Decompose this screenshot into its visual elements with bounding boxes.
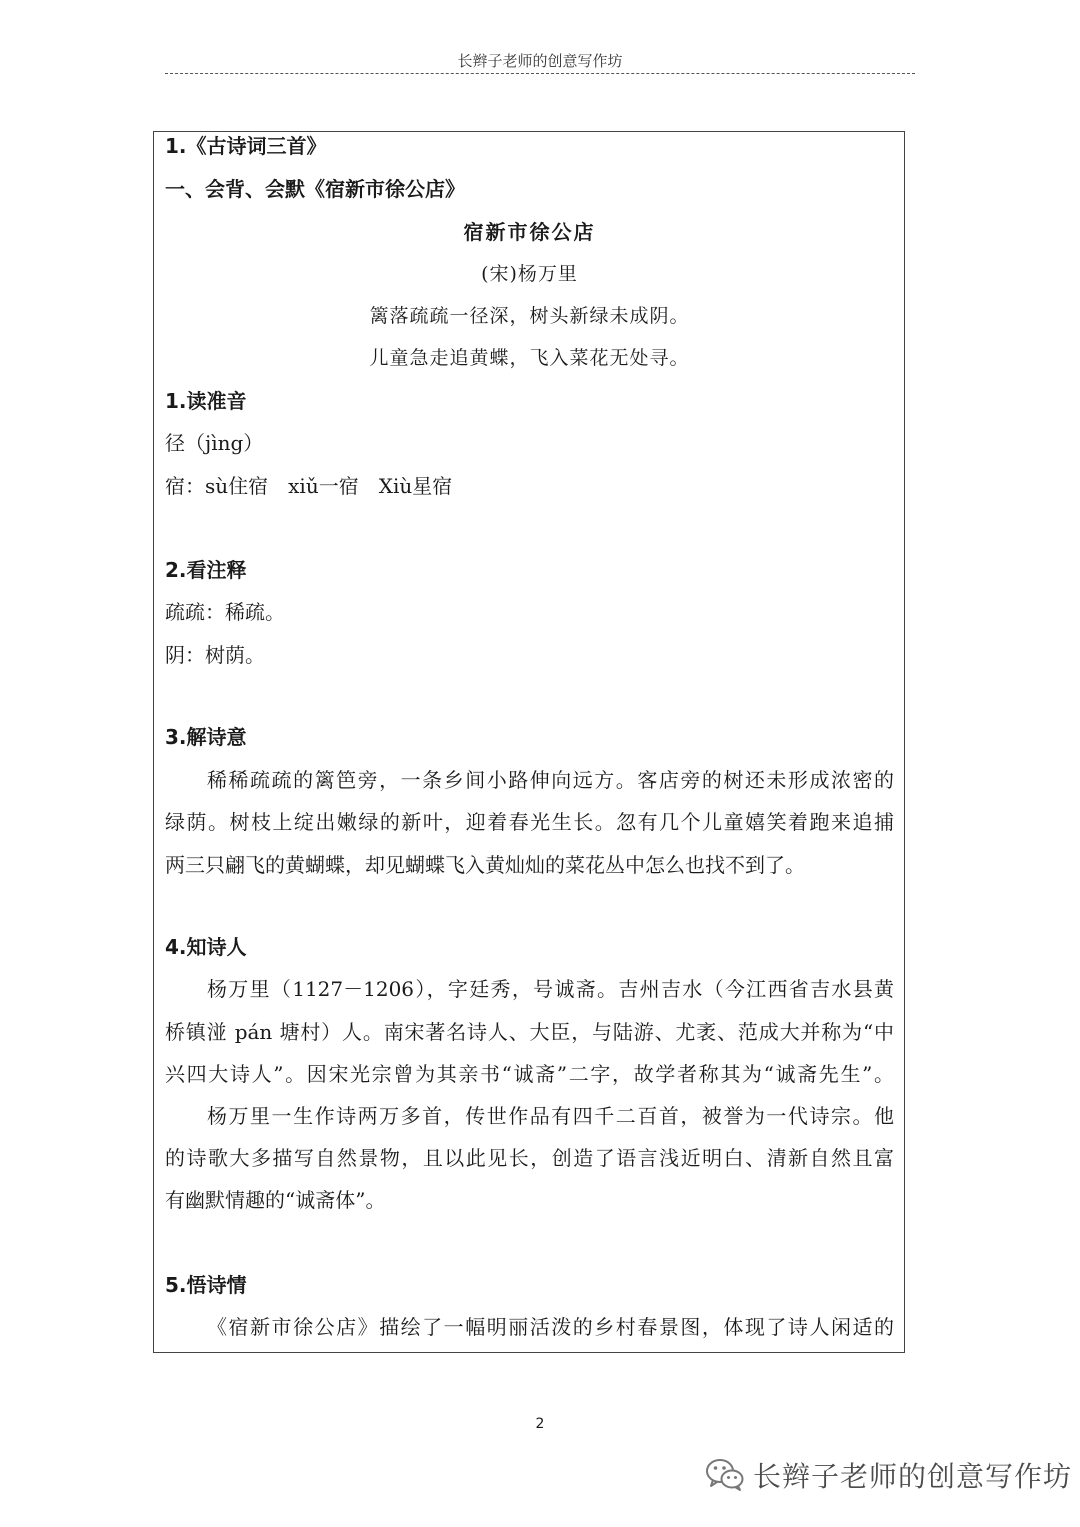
lesson-content-box	[153, 131, 905, 1353]
pronunciation-line-1: 径（jìng）	[165, 431, 264, 455]
poem-line-2: 儿童急走追黄蝶，飞入菜花无处寻。	[369, 347, 690, 369]
pronunciation-line-2: 宿：sù住宿 xiǔ一宿 Xiù星宿	[165, 474, 453, 498]
feeling-heading: 5.悟诗情	[165, 1273, 247, 1297]
watermark	[705, 1455, 1072, 1495]
poem-author: (宋)杨万里	[481, 263, 578, 285]
poet-line-5: 的诗歌大多描写自然景物，且以此见长，创造了语言浅近明白、清新自然且富	[165, 1146, 894, 1170]
poem-title: 宿新市徐公店	[463, 220, 596, 244]
lesson-title: 1.《古诗词三首》	[165, 134, 327, 158]
meaning-line-3: 两三只翩飞的黄蝴蝶，却见蝴蝶飞入黄灿灿的菜花丛中怎么也找不到了。	[165, 853, 805, 877]
poet-heading: 4.知诗人	[165, 935, 247, 959]
pronunciation-heading: 1.读准音	[165, 389, 247, 413]
header-divider	[165, 73, 915, 74]
poet-line-4: 杨万里一生作诗两万多首，传世作品有四千二百首，被誉为一代诗宗。他	[207, 1104, 894, 1128]
meaning-heading: 3.解诗意	[165, 725, 247, 749]
notes-line-1: 疏疏：稀疏。	[165, 600, 285, 624]
poet-line-3: 兴四大诗人”。因宋光宗曾为其亲书“诚斋”二字，故学者称其为“诚斋先生”。	[165, 1062, 894, 1086]
section-one-heading: 一、会背、会默《宿新市徐公店》	[165, 177, 465, 201]
notes-line-2: 阴：树荫。	[165, 643, 265, 667]
page-number: 2	[535, 1416, 545, 1432]
poet-line-6: 有幽默情趣的“诚斋体”。	[165, 1188, 386, 1212]
feeling-line-1: 《宿新市徐公店》描绘了一幅明丽活泼的乡村春景图，体现了诗人闲适的	[207, 1315, 894, 1339]
page-header-title: 长辫子老师的创意写作坊	[457, 52, 623, 70]
poem-line-1: 篱落疏疏一径深，树头新绿未成阴。	[369, 305, 690, 327]
watermark-text: 长辫子老师的创意写作坊	[753, 1460, 1073, 1493]
notes-heading: 2.看注释	[165, 558, 247, 582]
meaning-line-2: 绿荫。树枝上绽出嫩绿的新叶，迎着春光生长。忽有几个儿童嬉笑着跑来追捕	[165, 810, 894, 834]
wechat-icon	[705, 1457, 745, 1493]
meaning-line-1: 稀稀疏疏的篱笆旁，一条乡间小路伸向远方。客店旁的树还未形成浓密的	[207, 768, 894, 792]
poet-line-2: 桥镇湴 pán 塘村）人。南宋著名诗人、大臣，与陆游、尤袤、范成大并称为“中	[165, 1020, 894, 1044]
poet-line-1: 杨万里（1127－1206），字廷秀，号诚斋。吉州吉水（今江西省吉水县黄	[207, 977, 894, 1001]
